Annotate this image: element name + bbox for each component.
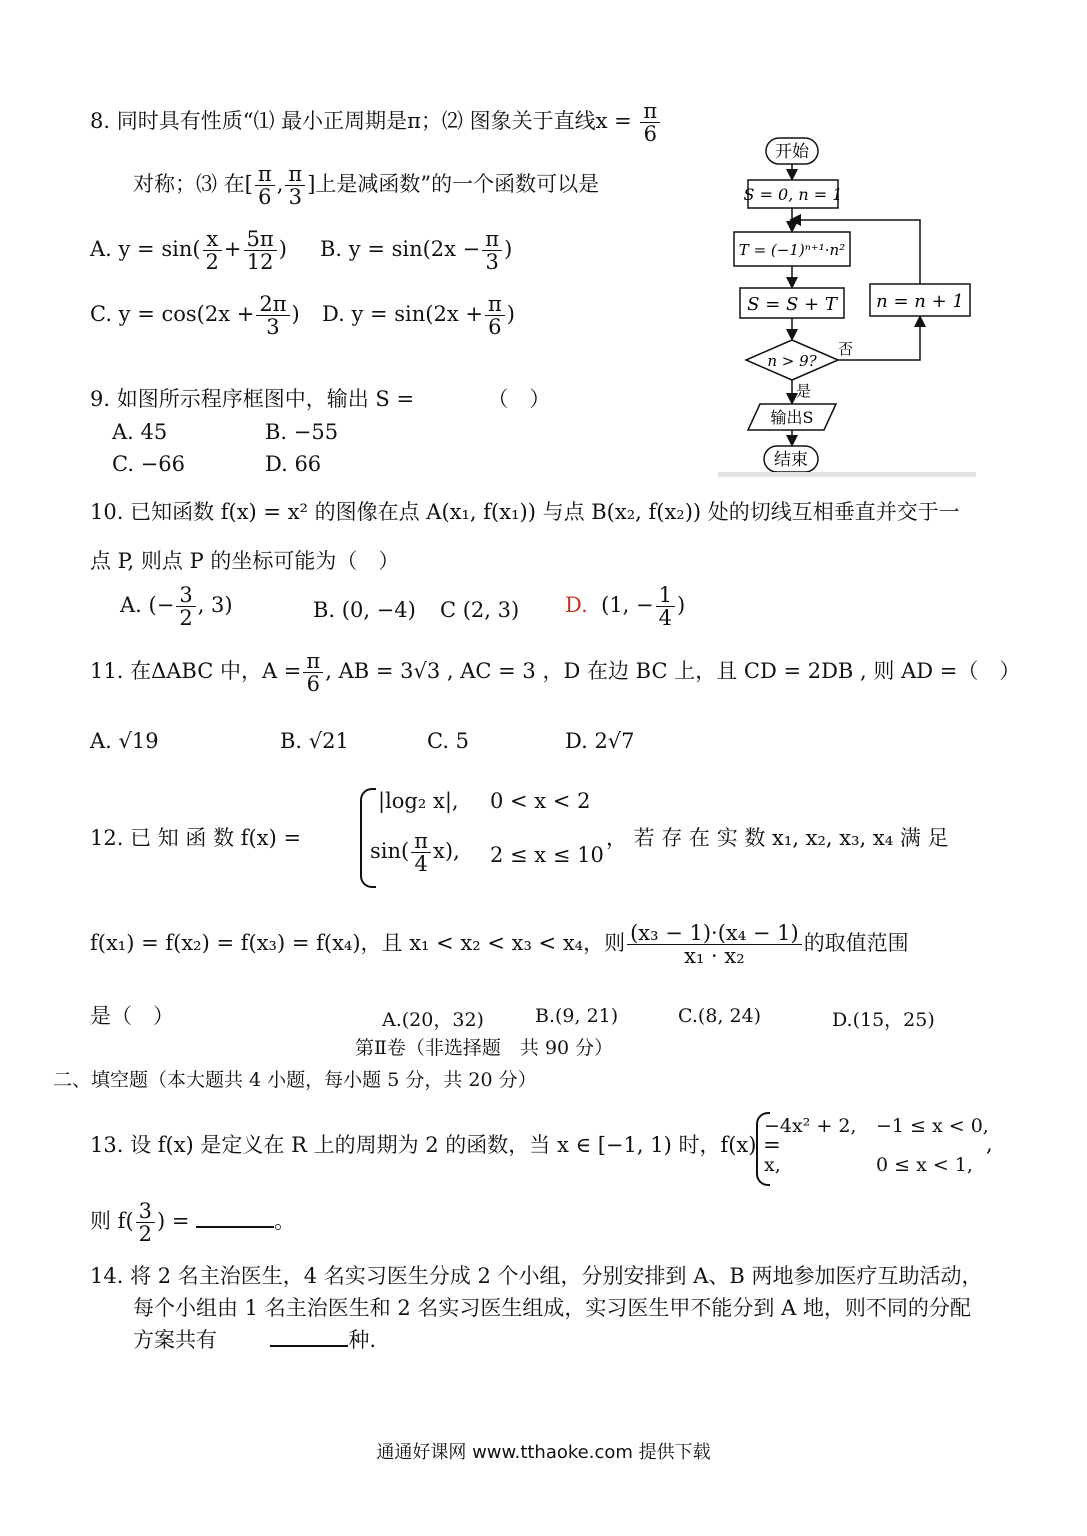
flow-compute-t-label: T = (−1)ⁿ⁺¹·n² [738, 241, 846, 259]
q12-option-a: A.(20，32) [382, 1009, 484, 1031]
q8-option-c-pre: C. y = cos(2x + [90, 302, 255, 327]
q8-interval-a-num: π [255, 163, 275, 186]
q13-case1-cond: −1 ≤ x < 0, [876, 1115, 989, 1137]
q8-option-a-post: ) [278, 237, 287, 262]
q13-post: , [986, 1132, 993, 1156]
q8-option-d-post: ) [506, 302, 515, 327]
q13-case2-expr: x, [764, 1154, 781, 1176]
q12-line2-post: 的取值范围 [803, 931, 909, 956]
q9-stem-text: 9. 如图所示程序框图中，输出 S = [90, 387, 415, 411]
q12-line3: 是（ ） [90, 1004, 174, 1028]
q10-option-d-pre: (1, − [601, 593, 654, 618]
q12-case2-post: x), [433, 839, 460, 864]
q12-case2-frac-den: 4 [414, 852, 428, 877]
q10-option-d-frac-num: 1 [656, 584, 675, 607]
q13-line2-frac [136, 1200, 155, 1245]
flow-output-label: 输出S [770, 408, 814, 427]
q8-option-c-post: ) [291, 302, 300, 327]
q8-option-d-frac-den: 6 [488, 315, 502, 340]
q12-case2-frac [411, 830, 431, 875]
q10-option-a-post: , 3) [197, 593, 233, 618]
q8-option-b-frac-num: π [482, 228, 502, 251]
q12-case2-cond: 2 ≤ x ≤ 10 [490, 843, 604, 867]
q8-line2: 对称；⑶ 在[ $\frac{\pi}{6}$ , $\frac{\pi}{3}$ ]上是减函数”的一个函数可以是 [133, 162, 600, 210]
q8-interval-b-den: 3 [288, 185, 302, 210]
q10-line2: 点 P, 则点 P 的坐标可能为（ ） [90, 549, 400, 573]
flow-condition-label: n > 9? [767, 352, 817, 370]
q9-option-d: D. 66 [265, 452, 322, 476]
flow-no-label: 否 [838, 340, 854, 358]
q10-option-a [120, 584, 233, 629]
q12-line2-frac [627, 922, 802, 967]
q11-frac [303, 650, 323, 695]
q11-option-a: A. √19 [90, 729, 159, 753]
flow-yes-label: 是 [796, 382, 812, 400]
q8-option-b-post: ) [504, 237, 513, 262]
q8-option-a-frac1 [203, 228, 222, 273]
q12-case1-expr: |log₂ x|, [378, 789, 459, 813]
q13-line2-post: ) = [157, 1209, 190, 1234]
q12-case2-expr [370, 830, 460, 875]
q14-line3-pre: 方案共有 [133, 1328, 217, 1352]
q13-line2-frac-den: 2 [138, 1222, 153, 1247]
q8-interval-b [285, 163, 305, 208]
q12-line2-pre: f(x₁) = f(x₂) = f(x₃) = f(x₄)，且 x₁ < x₂ < x₃ < x₄，则 [90, 931, 626, 956]
q10-option-b: B. (0, −4) [313, 598, 416, 622]
q11-frac-den: 6 [306, 672, 320, 697]
q8-option-a-frac2 [244, 228, 277, 273]
q8-option-d-frac [485, 293, 505, 338]
q8-option-b [320, 228, 512, 273]
q10-option-a-frac-num: 3 [176, 584, 195, 607]
q14-answer-blank[interactable] [270, 1327, 348, 1347]
q8-option-a-plus: + [223, 237, 242, 262]
q12-option-c: C.(8, 24) [678, 1005, 762, 1027]
q10-option-a-pre: A. (− [120, 593, 175, 618]
q13-pre: 13. 设 f(x) 是定义在 R 上的周期为 2 的函数，当 x ∈ [−1, 1) 时，f(x) = [90, 1133, 781, 1157]
q8-option-b-pre: B. y = sin(2x − [320, 237, 481, 262]
q13-case1-expr: −4x² + 2, [764, 1115, 857, 1137]
q9-paren: （ ） [487, 387, 551, 411]
q14-line2: 每个小组由 1 名主治医生和 2 名实习医生组成，实习医生甲不能分到 A 地，则不同的分配 [133, 1296, 971, 1320]
q13-line2-end: 。 [274, 1209, 296, 1234]
q8-line1-text: 8. 同时具有性质“⑴ 最小正周期是π；⑵ 图象关于直线x = [90, 109, 632, 134]
q12-line2-frac-den: x₁ · x₂ [684, 944, 745, 969]
q12-line2-frac-num: (x₃ − 1)·(x₄ − 1) [627, 922, 802, 945]
q8-option-a-frac2-den: 12 [246, 250, 274, 275]
q8-interval-a-den: 6 [258, 185, 272, 210]
q10-option-d-frac [656, 584, 675, 629]
q8-option-c-frac-den: 3 [266, 315, 280, 340]
flow-increment-label: n = n + 1 [876, 291, 964, 312]
q9-option-c: C. −66 [112, 452, 185, 476]
q8-option-a-frac1-den: 2 [205, 250, 219, 275]
q12-option-b: B.(9, 21) [535, 1005, 619, 1027]
flow-start-label: 开始 [775, 142, 809, 162]
section-2-title: 第Ⅱ卷（非选择题 共 90 分） [355, 1037, 614, 1059]
q10-option-d [565, 584, 685, 629]
section-fill-in-title: 二、填空题（本大题共 4 小题，每小题 5 分，共 20 分） [53, 1069, 537, 1091]
q8-option-a-pre: A. y = sin( [90, 237, 201, 262]
q10-option-a-frac [176, 584, 195, 629]
q11-frac-num: π [303, 650, 323, 673]
q8-line2-post: ]上是减函数”的一个函数可以是 [307, 172, 600, 197]
q8-option-d [322, 293, 515, 338]
q8-option-a [90, 228, 287, 273]
q12-case2-pre: sin( [370, 839, 410, 864]
q10-option-a-frac-den: 2 [179, 606, 193, 631]
q9-stem [90, 386, 550, 412]
q13-answer-blank[interactable] [196, 1208, 274, 1228]
q10-option-d-frac-den: 4 [658, 606, 672, 631]
q8-option-d-pre: D. y = sin(2x + [322, 302, 483, 327]
q8-option-c-frac [256, 293, 289, 338]
q11-option-c: C. 5 [427, 729, 470, 753]
q9-option-a: A. 45 [112, 420, 168, 444]
q8-frac-num: π [640, 100, 660, 123]
q12-pre: 12. 已 知 函 数 f(x) = [90, 826, 302, 850]
q11-pre: 11. 在ΔABC 中，A = [90, 659, 302, 684]
q13-line2-pre: 则 f( [90, 1209, 134, 1234]
q10-option-d-post: ) [677, 593, 686, 618]
q11-post: , AB = 3√3 , AC = 3 ，D 在边 BC 上，且 CD = 2DB , 则 AD =（ ） [325, 659, 1021, 684]
q13-line2 [90, 1200, 295, 1245]
q14-line3-post: 种. [348, 1328, 377, 1352]
q8-frac [640, 100, 660, 145]
q10-option-d-label: D. [565, 593, 588, 618]
q8-option-b-frac-den: 3 [485, 250, 499, 275]
q8-interval-b-num: π [285, 163, 305, 186]
q8-option-c [90, 293, 300, 338]
q11-option-d: D. 2√7 [565, 729, 635, 753]
q10-line1: 10. 已知函数 f(x) = x² 的图像在点 A(x₁, f(x₁)) 与点 B(x₂, f(x₂)) 处的切线互相垂直并交于一 [90, 500, 960, 524]
q12-line2 [90, 922, 909, 967]
q8-option-c-frac-num: 2π [256, 293, 289, 316]
q12-post: ， 若 存 在 实 数 x₁, x₂, x₃, x₄ 满 足 [606, 826, 949, 850]
q8-line2-pre: 对称；⑶ 在[ [133, 172, 253, 197]
q8-interval-a [255, 163, 275, 208]
q9-option-b: B. −55 [265, 420, 339, 444]
program-flowchart [718, 132, 980, 480]
q8-option-b-frac [482, 228, 502, 273]
q11-stem [90, 650, 1020, 695]
q11-option-b: B. √21 [280, 729, 349, 753]
flow-end-label: 结束 [774, 450, 808, 470]
q8-line1 [90, 100, 662, 145]
q8-option-d-frac-num: π [485, 293, 505, 316]
q12-case1-cond: 0 < x < 2 [490, 789, 591, 813]
q8-option-a-frac2-num: 5π [244, 228, 277, 251]
q12-option-d: D.(15，25) [832, 1009, 935, 1031]
page-footer: 通通好课网 www.tthaoke.com 提供下载 [376, 1442, 711, 1463]
q8-option-a-frac1-num: x [203, 228, 222, 251]
q14-line3 [133, 1327, 376, 1353]
q10-option-c: C (2, 3) [440, 598, 520, 622]
q13-case2-cond: 0 ≤ x < 1, [876, 1154, 973, 1176]
flow-init-label: S = 0, n = 1 [743, 185, 843, 204]
q8-frac-den: 6 [643, 122, 657, 147]
q12-case2-frac-num: π [411, 830, 431, 853]
flowchart-bottom-rule [718, 472, 976, 477]
q13-line2-frac-num: 3 [136, 1200, 155, 1223]
flow-accumulate-label: S = S + T [747, 294, 837, 315]
q14-line1: 14. 将 2 名主治医生，4 名实习医生分成 2 个小组，分别安排到 A、B 两地参加医疗互助活动， [90, 1264, 983, 1288]
